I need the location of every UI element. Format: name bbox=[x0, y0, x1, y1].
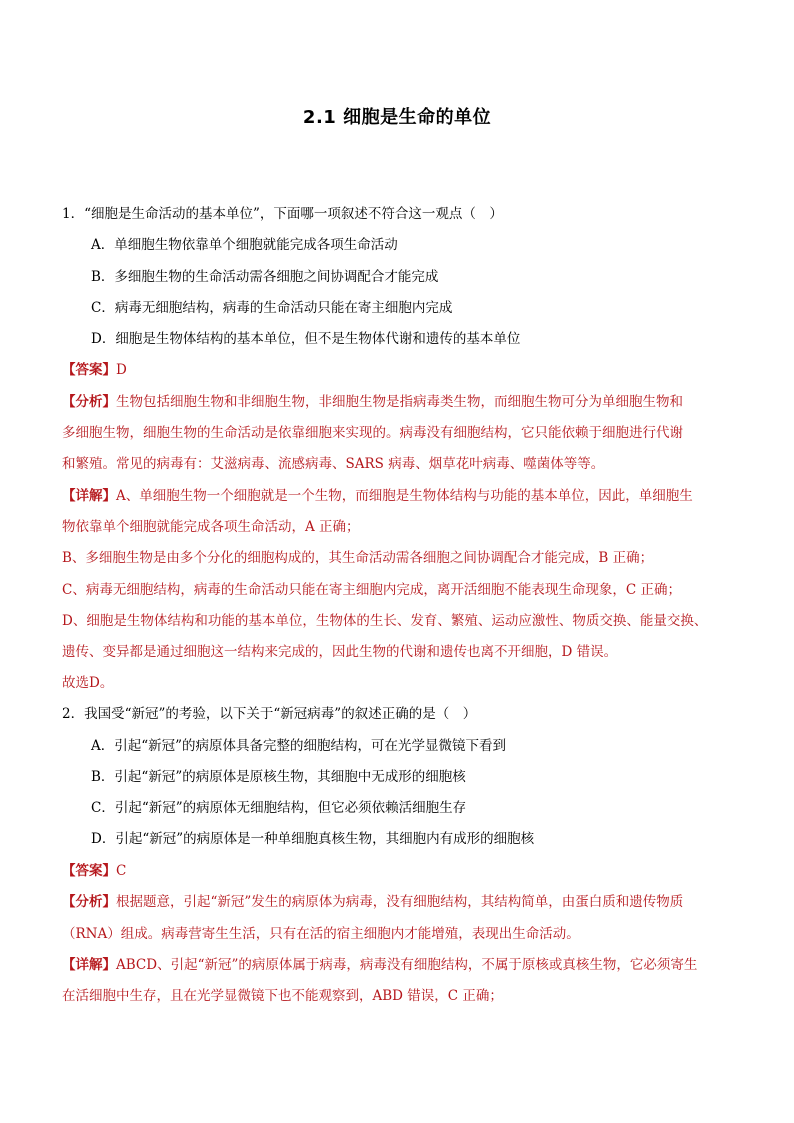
analysis-tag: 【分析】 bbox=[62, 894, 116, 910]
question-1-detail-line: C、病毒无细胞结构，病毒的生命活动只能在寄主细胞内完成，离开活细胞不能表现生命现象，C 正确； bbox=[62, 582, 681, 598]
question-1-detail-line: D、细胞是生物体结构和功能的基本单位，生物体的生长、发育、繁殖、运动应激性、物质交换、能量交换、 bbox=[62, 613, 708, 629]
detail-tag: 【详解】 bbox=[62, 488, 116, 504]
question-1-analysis-line bbox=[62, 393, 683, 411]
question-2-option-d: D．引起“新冠”的病原体是一种单细胞真核生物，其细胞内有成形的细胞核 bbox=[91, 831, 535, 847]
question-2-stem: 2．我国受“新冠”的考验，以下关于“新冠病毒”的叙述正确的是（ ） bbox=[62, 706, 477, 722]
detail-text: A、单细胞生物一个细胞就是一个生物，而细胞是生物体结构与功能的基本单位，因此，单细胞生 bbox=[116, 488, 693, 504]
answer-tag: 【答案】 bbox=[62, 362, 116, 378]
question-2-analysis-line: （RNA）组成。病毒营寄生生活，只有在活的宿主细胞内才能增殖，表现出生命活动。 bbox=[62, 926, 580, 942]
question-2-option-a: A．引起“新冠”的病原体具备完整的细胞结构，可在光学显微镜下看到 bbox=[91, 738, 507, 754]
question-2-detail-line: 在活细胞中生存，且在光学显微镜下也不能观察到，ABD 错误，C 正确； bbox=[62, 988, 503, 1004]
question-1-option-b: B．多细胞生物的生命活动需各细胞之间协调配合才能完成 bbox=[91, 269, 439, 285]
question-1-option-c: C．病毒无细胞结构，病毒的生命活动只能在寄主细胞内完成 bbox=[91, 300, 453, 316]
question-1-option-d: D．细胞是生物体结构的基本单位，但不是生物体代谢和遗传的基本单位 bbox=[91, 331, 521, 347]
question-2-option-b: B．引起“新冠”的病原体是原核生物，其细胞中无成形的细胞核 bbox=[91, 769, 466, 785]
question-1-conclusion: 故选D。 bbox=[62, 675, 114, 691]
question-1-option-a: A．单细胞生物依靠单个细胞就能完成各项生命活动 bbox=[91, 237, 398, 253]
analysis-tag: 【分析】 bbox=[62, 394, 116, 410]
page-title: 2.1 细胞是生命的单位 bbox=[302, 107, 492, 128]
question-1-detail-line: B、多细胞生物是由多个分化的细胞构成的，其生命活动需各细胞之间协调配合才能完成，B 正确； bbox=[62, 550, 654, 566]
question-2-detail-line bbox=[62, 956, 697, 974]
question-1-detail-line bbox=[62, 487, 693, 505]
question-1-analysis-line: 多细胞生物，细胞生物的生命活动是依靠细胞来实现的。病毒没有细胞结构，它只能依赖于细胞进行代谢 bbox=[62, 425, 683, 441]
question-2-analysis-line bbox=[62, 893, 683, 911]
analysis-text: 根据题意，引起“新冠”发生的病原体为病毒，没有细胞结构，其结构简单，由蛋白质和遗传物质 bbox=[116, 894, 684, 910]
question-1-stem: 1．“细胞是生命活动的基本单位”，下面哪一项叙述不符合这一观点（ ） bbox=[62, 206, 503, 222]
answer-tag: 【答案】 bbox=[62, 863, 116, 879]
question-1-detail-line: 物依靠单个细胞就能完成各项生命活动，A 正确； bbox=[62, 519, 360, 535]
question-1-detail-line: 遗传、变异都是通过细胞这一结构来完成的，因此生物的代谢和遗传也离不开细胞，D 错误。 bbox=[62, 644, 618, 660]
analysis-text: 生物包括细胞生物和非细胞生物，非细胞生物是指病毒类生物，而细胞生物可分为单细胞生物和 bbox=[116, 394, 683, 410]
question-1-analysis-line: 和繁殖。常见的病毒有：艾滋病毒、流感病毒、SARS 病毒、烟草花叶病毒、噬菌体等等。 bbox=[62, 456, 605, 472]
detail-tag: 【详解】 bbox=[62, 957, 116, 973]
detail-text: ABCD、引起“新冠”的病原体属于病毒，病毒没有细胞结构，不属于原核或真核生物，它必须寄生 bbox=[116, 957, 698, 973]
question-2-option-c: C．引起“新冠”的病原体无细胞结构，但它必须依赖活细胞生存 bbox=[91, 800, 467, 816]
question-2-answer bbox=[62, 862, 126, 880]
answer-value: D bbox=[116, 362, 127, 378]
answer-value: C bbox=[116, 863, 127, 879]
question-1-answer bbox=[62, 361, 127, 379]
